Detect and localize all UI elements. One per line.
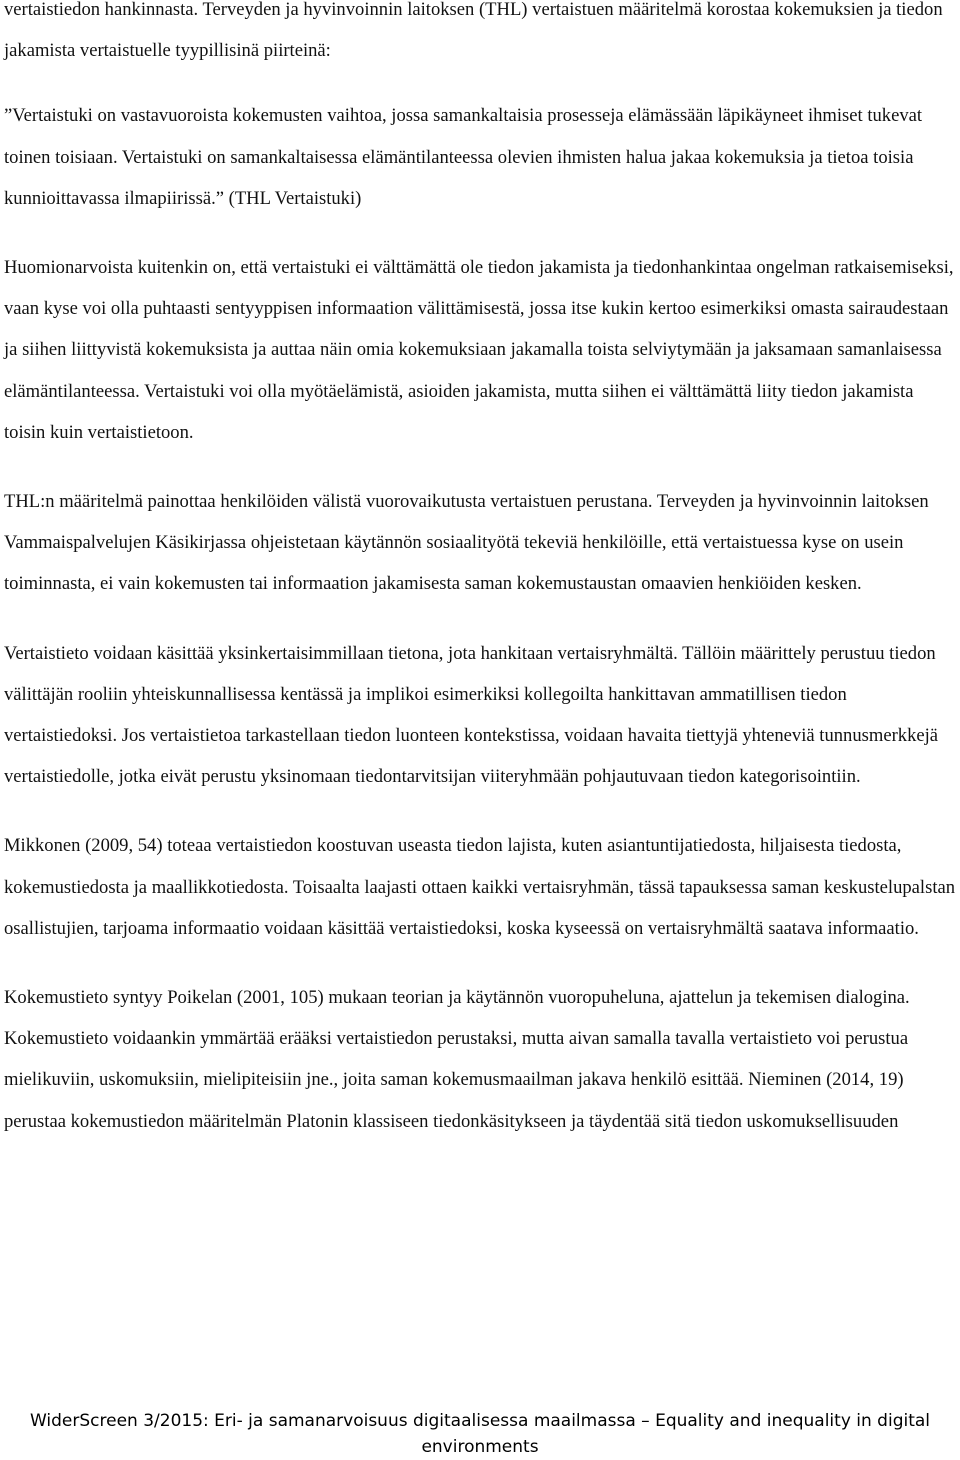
paragraph-vertaistieto: Vertaistieto voidaan käsittää yksinkertaisimmillaan tietona, jota hankitaan vertaisryhmältä. Tällöin määrittely perustuu tiedon välittäjän rooliin yhteiskunnallisessa kentässä ja implikoi esimerkiksi kollegoilta hankittavan ammatillisen tiedon vertaistiedoksi. Jos vertaistietoa tarkastellaan tiedon luonteen kontekstissa, voidaan havaita tiettyjä yhteneviä tunnusmerkkejä vertaistiedolle, jotka eivät perustu yksinomaan tiedontarvitsijan viiteryhmään pohjautuvaan tiedon kategorisointiin. — [4, 642, 939, 788]
document-body — [4, 0, 956, 1142]
paragraph-mikkonen: Mikkonen (2009, 54) toteaa vertaistiedon koostuvan useasta tiedon lajista, kuten asiantuntijatiedosta, hiljaisesta tiedosta, kokemustiedosta ja maallikkotiedosta. Toisaalta laajasti ottaen kaikki vertaisryhmän, tässä tapauksessa saman keskustelupalstan osallistujien, tarjoama informaatio voidaan käsittää vertaistiedoksi, koska kyseessä on vertaisryhmältä saatava informaatio. — [4, 835, 956, 939]
paragraph-vertaistuki-note: Huomionarvoista kuitenkin on, että vertaistuki ei välttämättä ole tiedon jakamista ja tiedonhankintaa ongelman ratkaisemiseksi, vaan kyse voi olla puhtaasti sentyyppisen informaation välittämisestä, jossa itse kukin kertoo esimerkiksi omasta sairaudestaan ja siihen liittyvistä kokemuksista ja auttaa näin omia kokemuksiaan jakamalla toista selviytymään ja jaksamaan samanlaisessa elämäntilanteessa. Vertaistuki voi olla myötäelämistä, asioiden jakamista, mutta siihen ei välttämättä liity tiedon jakamista toisin kuin vertaistietoon. — [4, 257, 954, 443]
page-footer: WiderScreen 3/2015: Eri- ja samanarvoisuus digitaalisessa maailmassa – Equality and inequality in digital environments — [29, 1411, 931, 1457]
paragraph-thl-quote: ”Vertaistuki on vastavuoroista kokemusten vaihtoa, jossa samankaltaisia prosesseja elämässään läpikäyneet ihmiset tukevat toinen toisiaan. Vertaistuki on samankaltaisessa elämäntilanteessa olevien ihmisten halua jakaa kokemuksia ja tietoa toisia kunnioittavassa ilmapiirissä.” (THL Vertaistuki) — [4, 105, 923, 209]
paragraph-thl-definition: THL:n määritelmä painottaa henkilöiden välistä vuorovaikutusta vertaistuen perustana. Terveyden ja hyvinvoinnin laitoksen Vammaispalvelujen Käsikirjassa ohjeistetaan käytännön sosiaalityötä tekeviä henkilöille, että vertaistuessa kyse on usein toiminnasta, ei vain kokemusten tai informaation jakamisesta saman kokemustaustan omaavien henkiöiden kesken. — [4, 491, 929, 595]
paragraph-intro: vertaistiedon hankinnasta. Terveyden ja hyvinvoinnin laitoksen (THL) vertaistuen määritelmä korostaa kokemuksien ja tiedon jakamista vertaistuelle tyypillisinä piirteinä: — [4, 0, 943, 62]
paragraph-kokemustieto: Kokemustieto syntyy Poikelan (2001, 105) mukaan teorian ja käytännön vuoropuheluna, ajattelun ja tekemisen dialogina. Kokemustieto voidaankin ymmärtää erääksi vertaistiedon perustaksi, mutta aivan samalla tavalla vertaistieto voi perustua mielikuviin, uskomuksiin, mielipiteisiin jne., joita saman kokemusmaailman jakava henkilö esittää. Nieminen (2014, 19) perustaa kokemustiedon määritelmän Platonin klassiseen tiedonkäsitykseen ja täydentää sitä tiedon uskomuksellisuuden — [4, 987, 910, 1132]
